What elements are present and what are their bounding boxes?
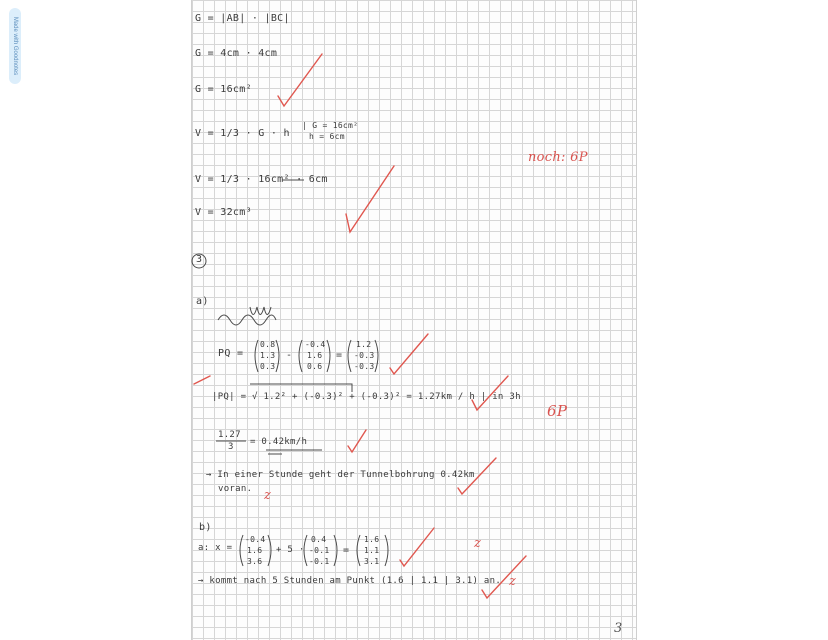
answer-b: → kommt nach 5 Stunden am Punkt (1.6 | 1.1 | 3.1) an.: [198, 576, 502, 586]
pq-c2: 1.3: [260, 351, 276, 360]
part-a-label: a): [196, 296, 209, 307]
remaining-points: noch: 6P: [528, 150, 588, 165]
pq-c1: 0.8: [260, 340, 276, 349]
b-r3: 3.1: [364, 557, 380, 566]
line-volume-formula: V = 1/3 · G · h: [195, 128, 290, 139]
bracket: [240, 535, 243, 566]
b-r2: 1.1: [364, 546, 380, 555]
check-mark: [472, 376, 508, 410]
pq-c3: 0.3: [260, 362, 276, 371]
bracket: [357, 535, 360, 566]
bracket: [327, 340, 330, 372]
bracket: [348, 340, 351, 372]
r-c2: -0.3: [354, 351, 375, 360]
red-check-marks: [194, 54, 526, 598]
bracket: [255, 340, 258, 372]
bracket: [334, 535, 337, 566]
z-mark-3: z: [509, 574, 517, 589]
b-equals: =: [343, 545, 350, 556]
p-c2: 1.6: [307, 351, 323, 360]
pq-label: PQ =: [218, 348, 244, 359]
check-mark: [346, 166, 394, 232]
r-c1: 1.2: [356, 340, 372, 349]
p-c3: 0.6: [307, 362, 323, 371]
given-g: | G = 16cm²: [302, 121, 359, 130]
check-mark: [482, 556, 526, 598]
pencil-strokes: [192, 180, 388, 566]
z-mark-2: z: [474, 536, 482, 551]
scribble: [250, 307, 271, 315]
z-mark-1: z: [264, 488, 272, 503]
task-circle: [192, 254, 206, 268]
line-area-formula: G = |AB| · |BC|: [195, 13, 290, 24]
part-b-label: b): [199, 522, 212, 533]
check-mark: [390, 334, 428, 374]
check-mark: [400, 528, 434, 566]
b-r1: 1.6: [364, 535, 380, 544]
bracket: [375, 340, 378, 372]
magnitude-line: |PQ| = √ 1.2² + (-0.3)² + (-0.3)² = 1.27km / h | in 3h: [212, 392, 521, 402]
margin-tick: [194, 376, 210, 384]
b-w3: -0.1: [309, 557, 330, 566]
page-number: 3: [614, 621, 623, 636]
b-v2: 1.6: [247, 546, 263, 555]
scribble: [218, 315, 276, 325]
div-result: = 0.42km/h: [250, 437, 308, 447]
given-h: h = 6cm: [309, 132, 345, 141]
b-v3: 3.6: [247, 557, 263, 566]
equals-sign: =: [336, 350, 343, 361]
plus-scalar: + 5 ·: [276, 545, 305, 555]
sqrt-bar: [250, 384, 352, 392]
b-w2: -0.1: [309, 546, 330, 555]
result-underline: [266, 450, 322, 454]
p-c1: -0.4: [305, 340, 326, 349]
bracket: [304, 535, 307, 566]
bracket: [268, 535, 271, 566]
b-v1: -0.4: [245, 535, 266, 544]
div-numerator: 1.27: [218, 430, 241, 440]
r-c3: -0.3: [354, 362, 375, 371]
div-denominator: 3: [228, 442, 234, 452]
minus-sign: -: [286, 350, 293, 361]
bracket: [276, 340, 279, 372]
task-number: 3: [196, 254, 203, 265]
answer-a-line1: → In einer Stunde geht der Tunnelbohrung 0.42km: [206, 470, 475, 480]
b-w1: 0.4: [311, 535, 327, 544]
bracket: [385, 535, 388, 566]
line-volume-result: V = 32cm³: [195, 207, 252, 218]
line-volume-values: V = 1/3 · 16cm² · 6cm: [195, 174, 328, 185]
line-area-result: G = 16cm²: [195, 84, 252, 95]
line-area-values: G = 4cm · 4cm: [195, 48, 278, 59]
check-mark: [278, 54, 322, 106]
points-awarded: 6P: [547, 402, 568, 420]
goodnotes-badge-text: Made with Goodnotes: [12, 16, 18, 76]
answer-a-line2: voran.: [218, 484, 253, 494]
check-mark: [458, 458, 496, 494]
line-equation-lhs: a: x =: [198, 543, 233, 553]
bracket: [299, 340, 302, 372]
check-mark: [348, 430, 366, 452]
